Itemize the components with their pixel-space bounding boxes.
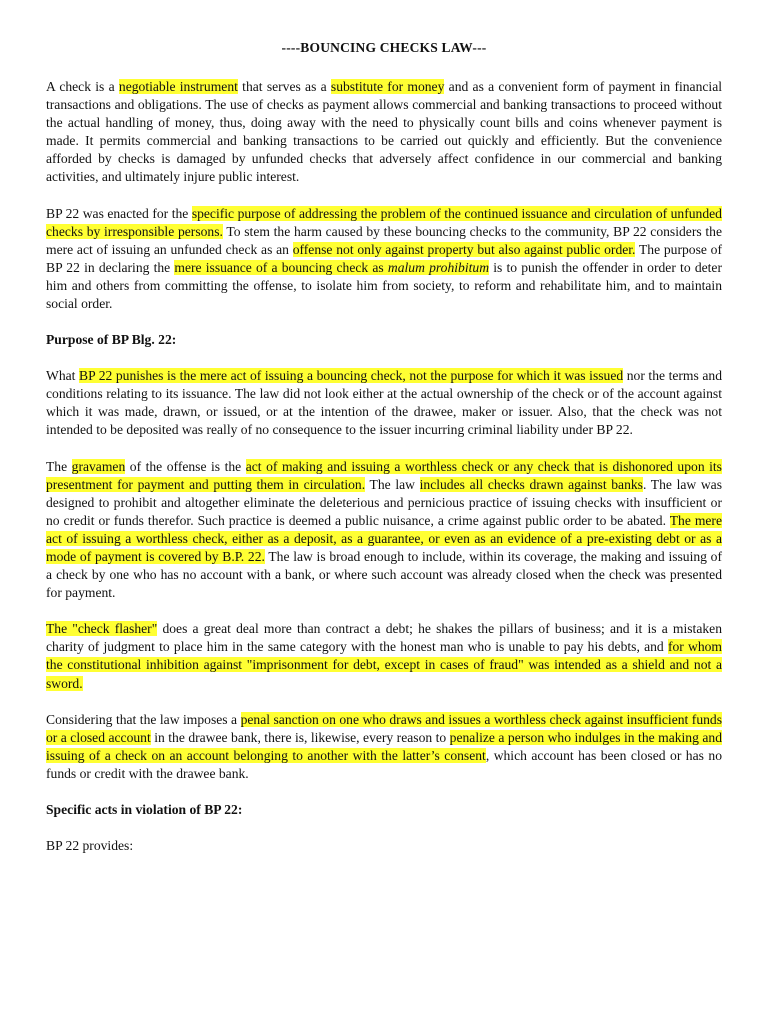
document-body — [46, 78, 722, 855]
text-segment: and as a convenient form of payment in financial transactions and obligations. The use of checks as payment allows commercial and banking transactions to proceed without the actual handling of money, thus, doing away with the need to physically count bills and coins whenever payment is made. It permits commercial and banking transactions to be carried out quickly and efficiently. But the convenience afforded by checks is damaged by unfunded checks that adversely affect confidence in our commercial and banking activities, and ultimately injure public interest. — [46, 79, 723, 185]
highlighted-text: gravamen — [71, 458, 126, 474]
text-segment: Specific acts in violation of BP 22: — [46, 802, 243, 817]
text-segment: is to punish the offender in order to deter him and others from committing the offense, to isolate him from society, to reform and rehabilitate him, and to maintain social order. — [46, 259, 722, 312]
text-segment: The law — [365, 476, 420, 492]
text-segment: BP 22 provides: — [46, 838, 134, 853]
text-segment: does a great deal more than contract a debt; he shakes the pillars of business; and it is a mistaken charity of judgment to place him in the same category with the honest man who is unable to pay his debts, and — [46, 621, 722, 655]
text-segment: The — [46, 458, 72, 474]
section-heading — [46, 331, 722, 349]
text-segment: in the drawee bank, there is, likewise, every reason to — [150, 729, 450, 745]
paragraph — [46, 620, 722, 692]
highlighted-text: negotiable instrument — [118, 79, 238, 94]
highlighted-text: includes all checks drawn against banks — [419, 476, 643, 492]
highlighted-text: specific purpose of addressing the problem of the continued issuance and circulation of unfunded checks by irresponsible persons. — [46, 205, 722, 239]
highlighted-text: penalize a person who indulges in the making and issuing of a check on an account belonging to another with the latter’s consent — [46, 729, 722, 763]
text-segment: Purpose of BP Blg. 22: — [46, 332, 177, 348]
highlighted-text: act of making and issuing a worthless check or any check that is dishonored upon its presentment for payment and putting them in circulation. — [46, 458, 722, 492]
highlighted-text: mere issuance of a bouncing check as — [174, 259, 388, 275]
highlighted-text: The mere act of issuing a worthless check, either as a deposit, as a guarantee, or even as an evidence of a pre-existing debt or as a mode of payment is covered by B.P. 22. — [46, 512, 722, 564]
text-segment: , which account has been closed or has no funds or credit with the drawee bank. — [46, 747, 722, 781]
highlighted-text: penal sanction on one who draws and issues a worthless check against insufficient funds or a closed account — [46, 711, 723, 745]
paragraph — [46, 458, 722, 603]
highlighted-text: malum prohibitum — [387, 259, 490, 275]
text-segment: that serves as a — [237, 79, 331, 94]
text-segment: What — [46, 368, 80, 384]
highlighted-text: substitute for money — [330, 79, 445, 94]
paragraph — [46, 837, 722, 855]
paragraph — [46, 711, 722, 783]
text-segment: A check is a — [46, 79, 119, 94]
paragraph — [46, 78, 722, 187]
text-segment: The purpose of BP 22 in declaring the — [46, 241, 722, 275]
text-segment: of the offense is the — [125, 458, 246, 474]
document-title: ----BOUNCING CHECKS LAW--- — [281, 40, 487, 55]
text-segment: . The law was designed to prohibit and altogether eliminate the deleterious and pernicious practice of issuing checks with insufficient or no credit or funds therefor. Such practice is deemed a public nuisance, a crime against public order to be abated. — [46, 476, 723, 528]
section-heading — [46, 801, 722, 819]
paragraph — [46, 205, 722, 314]
text-segment: To stem the harm caused by these bouncing checks to the community, BP 22 considers the mere act of issuing an unfunded check as an — [46, 223, 722, 257]
paragraph — [46, 367, 722, 439]
highlighted-text: BP 22 punishes is the mere act of issuing a bouncing check, not the purpose for which it was issued — [79, 368, 624, 384]
text-segment: BP 22 was enacted for the — [46, 205, 192, 221]
text-segment: Considering that the law imposes a — [46, 711, 241, 727]
highlighted-text: offense not only against property but also against public order. — [292, 241, 636, 257]
highlighted-text: for whom the constitutional inhibition against "imprisonment for debt, except in cases of fraud" was intended as a shield and not a sword. — [46, 639, 723, 691]
text-segment: nor the terms and conditions relating to its issuance. The law did not look either at the actual ownership of the check or of the account against which it was made, drawn, or issued, or at the intention of the drawee, maker or issuer. Also, that the check was not intended to be deposited was really of no consequence to the issuer incurring criminal liability under BP 22. — [46, 368, 722, 438]
highlighted-text: The "check flasher" — [46, 621, 158, 637]
text-segment: The law is broad enough to include, within its coverage, the making and issuing of a check by one who has no account with a bank, or where such account was already closed when the check was presented for payment. — [46, 548, 722, 601]
